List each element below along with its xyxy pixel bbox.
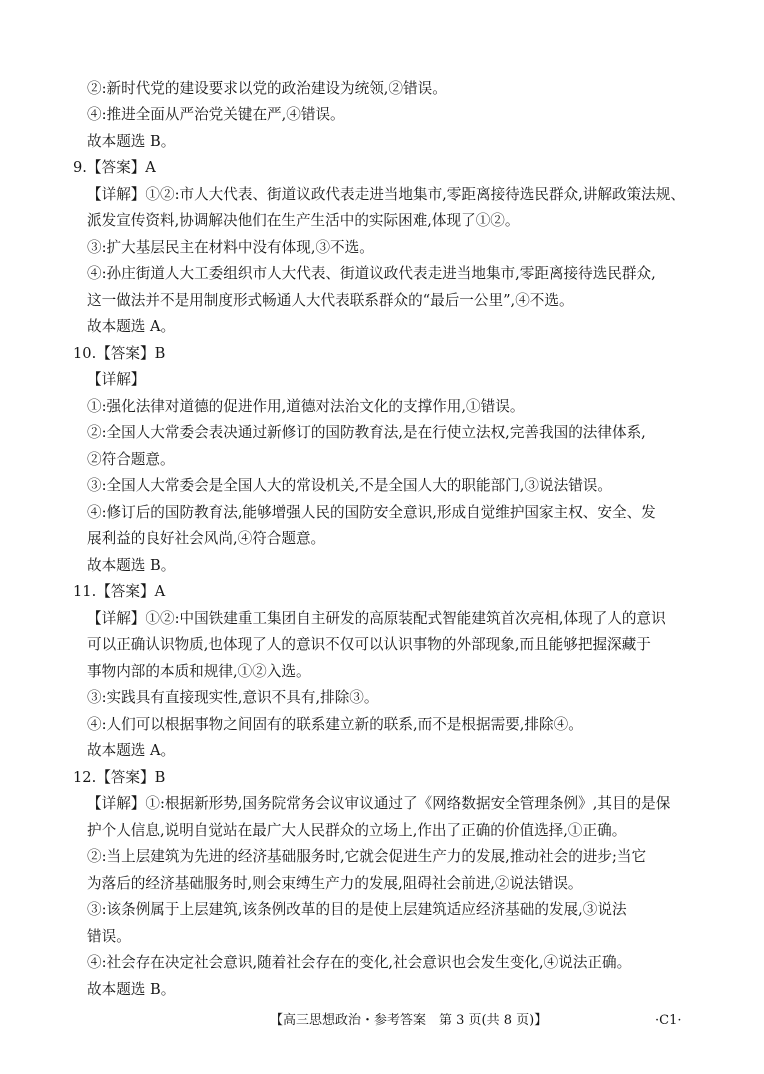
text-line: ②:新时代党的建设要求以党的政治建设为统领,②错误。 xyxy=(87,80,447,97)
text-line: 【详解】①②:市人大代表、街道议政代表走进当地集市,零距离接待选民群众,讲解政策法规、 xyxy=(87,186,685,203)
text-line: 错误。 xyxy=(87,928,131,945)
text-line: 故本题选 B。 xyxy=(87,133,176,150)
text-line: 护个人信息,说明自觉站在最广大人民群众的立场上,作出了正确的价值选择,①正确。 xyxy=(87,822,627,839)
text-line: 可以正确认识物质,也体现了人的意识不仅可以认识事物的外部现象,而且能够把握深藏于 xyxy=(87,636,651,653)
text-line: 这一做法并不是用制度形式畅通人大代表联系群众的“最后一公里”,④不选。 xyxy=(87,292,574,309)
text-line: ②:当上层建筑为先进的经济基础服务时,它就会促进生产力的发展,推动社会的进步;当它 xyxy=(87,848,647,865)
text-line: ③:扩大基层民主在材料中没有体现,③不选。 xyxy=(87,239,374,256)
question-heading: 9.【答案】A xyxy=(73,159,156,176)
text-line: ④:推进全面从严治党关键在严,④错误。 xyxy=(87,106,345,123)
text-line: ①:强化法律对道德的促进作用,道德对法治文化的支撑作用,①错误。 xyxy=(87,398,525,415)
text-line: ④:孙庄街道人大工委组织市人大代表、街道议政代表走进当地集市,零距离接待选民群众, xyxy=(87,265,656,282)
text-line: ③:该条例属于上层建筑,该条例改革的目的是使上层建筑适应经济基础的发展,③说法 xyxy=(87,901,627,918)
text-line: ②:全国人大常委会表决通过新修订的国防教育法,是在行使立法权,完善我国的法律体系, xyxy=(87,424,646,441)
text-line: 故本题选 B。 xyxy=(87,981,176,998)
text-line: ④:社会存在决定社会意识,随着社会存在的变化,社会意识也会发生变化,④说法正确。 xyxy=(87,954,632,971)
text-line: 故本题选 B。 xyxy=(87,557,176,574)
text-line: 【详解】①:根据新形势,国务院常务会议审议通过了《网络数据安全管理条例》,其目的是保 xyxy=(87,795,671,812)
question-heading: 12.【答案】B xyxy=(73,769,166,786)
text-line: 为落后的经济基础服务时,则会束缚生产力的发展,阻碍社会前进,②说法错误。 xyxy=(87,875,583,892)
text-line: ③:实践具有直接现实性,意识不具有,排除③。 xyxy=(87,689,379,706)
text-line: 事物内部的本质和规律,①②入选。 xyxy=(87,663,311,680)
question-heading: 10.【答案】B xyxy=(73,345,166,362)
text-line: 故本题选 A。 xyxy=(87,318,176,335)
footer-title: 【高三思想政治・参考答案 第 3 页(共 8 页)】 xyxy=(270,1013,548,1028)
text-line: 派发宣传资料,协调解决他们在生产生活中的实际困难,体现了①②。 xyxy=(87,212,520,229)
text-line: 【详解】①②:中国铁建重工集团自主研发的高原装配式智能建筑首次亮相,体现了人的意识 xyxy=(87,610,666,627)
text-line: ②符合题意。 xyxy=(87,451,175,468)
text-line: 【详解】 xyxy=(87,371,146,388)
text-line: 故本题选 A。 xyxy=(87,742,176,759)
question-heading: 11.【答案】A xyxy=(73,583,166,600)
footer-code: ·C1· xyxy=(655,1013,682,1028)
text-line: ④:人们可以根据事物之间固有的联系建立新的联系,而不是根据需要,排除④。 xyxy=(87,716,583,733)
text-line: 展利益的良好社会风尚,④符合题意。 xyxy=(87,530,326,547)
text-line: ③:全国人大常委会是全国人大的常设机关,不是全国人大的职能部门,③说法错误。 xyxy=(87,477,612,494)
text-line: ④:修订后的国防教育法,能够增强人民的国防安全意识,形成自觉维护国家主权、安全、发 xyxy=(87,504,656,521)
